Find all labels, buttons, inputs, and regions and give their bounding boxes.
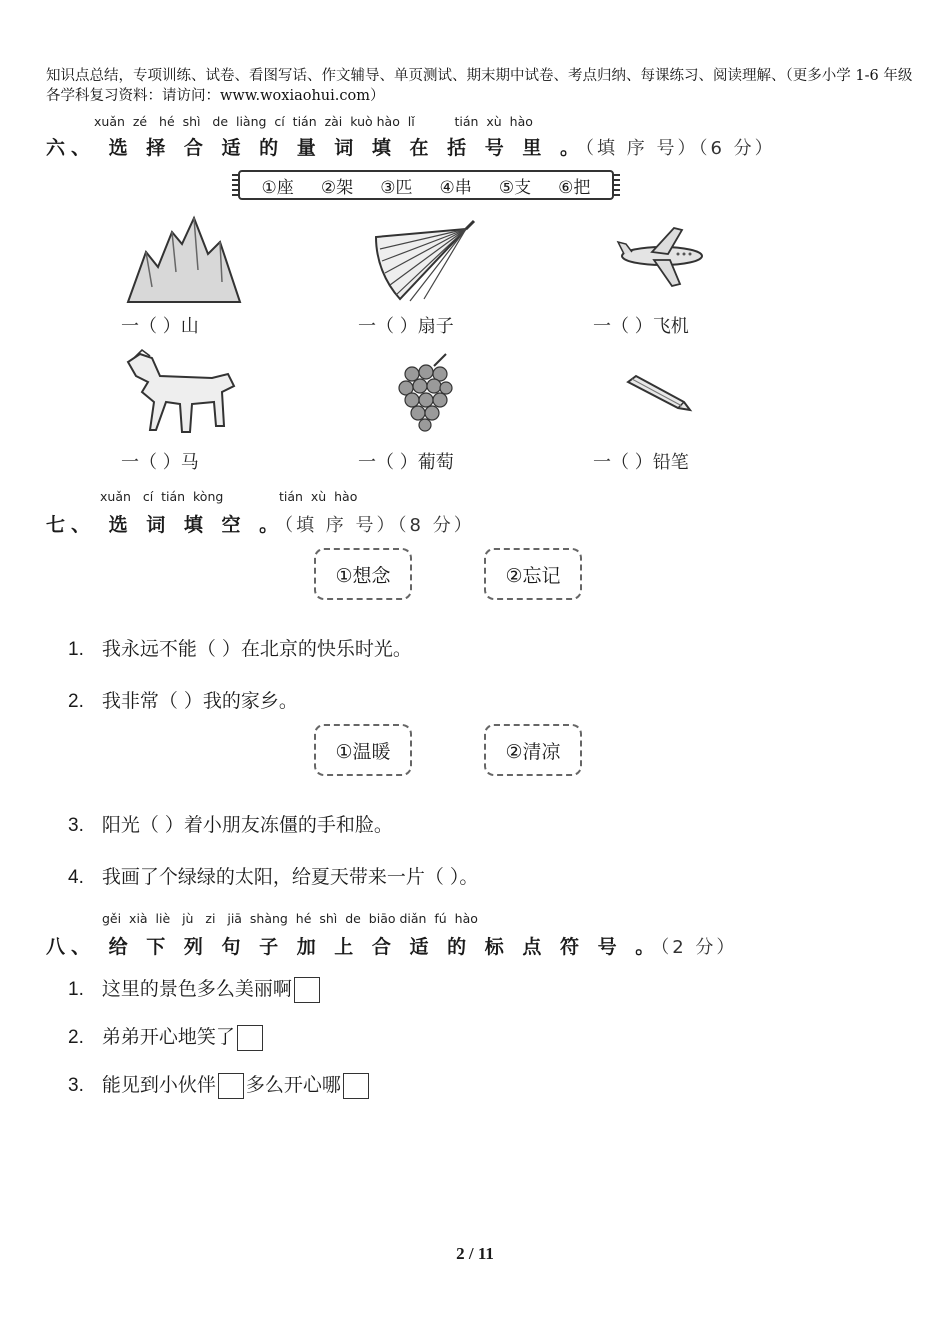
section6-note: （填 序 号）（6 分） — [585, 138, 776, 159]
item-horse-blank[interactable]: 一（ ）马 — [121, 452, 199, 473]
question-8-1 — [68, 974, 322, 1003]
section6-pinyin: xuǎn zé hé shì de liàng cí tián zài kuò hào lǐ tián xù hào — [94, 114, 533, 129]
question-7-2 — [68, 686, 298, 713]
question-number: 4. — [68, 867, 84, 888]
question-8-2 — [68, 1022, 265, 1051]
section7-heading — [46, 510, 475, 537]
punctuation-box[interactable] — [218, 1073, 244, 1099]
question-text[interactable]: 我非常（ ）我的家乡。 — [101, 690, 298, 712]
question-7-1 — [68, 634, 412, 661]
option-3: ③匹 — [380, 177, 413, 198]
punctuation-box[interactable] — [343, 1073, 369, 1099]
option-6: ⑥把 — [558, 177, 591, 198]
pencil-icon — [624, 372, 696, 412]
measure-word-options — [238, 170, 614, 200]
question-7-4 — [68, 862, 478, 889]
section6-title: 六、 选 择 合 适 的 量 词 填 在 括 号 里 。 — [46, 137, 585, 159]
punctuation-box[interactable] — [237, 1025, 263, 1051]
section6-heading — [46, 133, 776, 160]
question-number: 3. — [68, 815, 84, 836]
fan-icon — [370, 215, 480, 305]
word-option-qingliang: ②清凉 — [484, 724, 582, 776]
question-text[interactable]: 我画了个绿绿的太阳，给夏天带来一片（ ）。 — [101, 866, 479, 888]
word-option-wangji: ②忘记 — [484, 548, 582, 600]
option-1: ①座 — [261, 177, 294, 198]
question-text-continued: 多么开心哪 — [245, 1074, 341, 1096]
question-number: 1. — [68, 639, 84, 660]
item-pencil-blank[interactable]: 一（ ）铅笔 — [593, 452, 689, 473]
item-fan-blank[interactable]: 一（ ）扇子 — [358, 316, 454, 337]
question-number: 2. — [68, 691, 84, 712]
section8-pinyin: gěi xià liè jù zi jiā shàng hé shì de biāo diǎn fú hào — [102, 911, 478, 926]
option-2: ②架 — [320, 177, 354, 198]
question-text: 这里的景色多么美丽啊 — [101, 978, 292, 1000]
question-text[interactable]: 阳光（ ）着小朋友冻僵的手和脸。 — [101, 814, 393, 836]
mountain-icon — [124, 212, 244, 308]
question-7-3 — [68, 810, 393, 837]
option-5: ⑤支 — [498, 177, 532, 198]
option-4: ④串 — [439, 177, 472, 198]
section8-note: （2 分） — [660, 937, 738, 958]
section8-heading — [46, 932, 737, 959]
section7-title: 七、 选 词 填 空 。 — [46, 514, 285, 536]
grapes-icon — [394, 352, 458, 434]
item-mountain-blank[interactable]: 一（ ）山 — [121, 316, 199, 337]
section7-note: （填 序 号）（8 分） — [284, 515, 475, 536]
question-number: 2. — [68, 1027, 84, 1048]
horse-icon — [122, 346, 238, 440]
question-text: 能见到小伙伴 — [101, 1074, 216, 1096]
question-number: 1. — [68, 979, 84, 1000]
section7-pinyin: xuǎn cí tián kòng tián xù hào — [100, 489, 358, 504]
question-8-3 — [68, 1070, 371, 1099]
header-promo-text: 知识点总结，专项训练、试卷、看图写话、作文辅导、单页测试、期末期中试卷、考点归纳、每课练习、阅读理解、（更多小学 1-6 年级各学科复习资料：请访问：www.woxiaohui.com） — [46, 68, 913, 104]
question-number: 3. — [68, 1075, 84, 1096]
airplane-icon — [616, 224, 708, 290]
word-option-wennuan: ①温暖 — [314, 724, 412, 776]
word-option-xiangnian: ①想念 — [314, 548, 412, 600]
item-grapes-blank[interactable]: 一（ ）葡萄 — [358, 452, 454, 473]
page-number: 2 / 11 — [456, 1244, 494, 1263]
punctuation-box[interactable] — [294, 977, 320, 1003]
question-text: 弟弟开心地笑了 — [101, 1026, 235, 1048]
section8-title: 八、 给 下 列 句 子 加 上 合 适 的 标 点 符 号 。 — [46, 936, 661, 958]
item-airplane-blank[interactable]: 一（ ）飞机 — [593, 316, 689, 337]
question-text[interactable]: 我永远不能（ ）在北京的快乐时光。 — [101, 638, 412, 660]
